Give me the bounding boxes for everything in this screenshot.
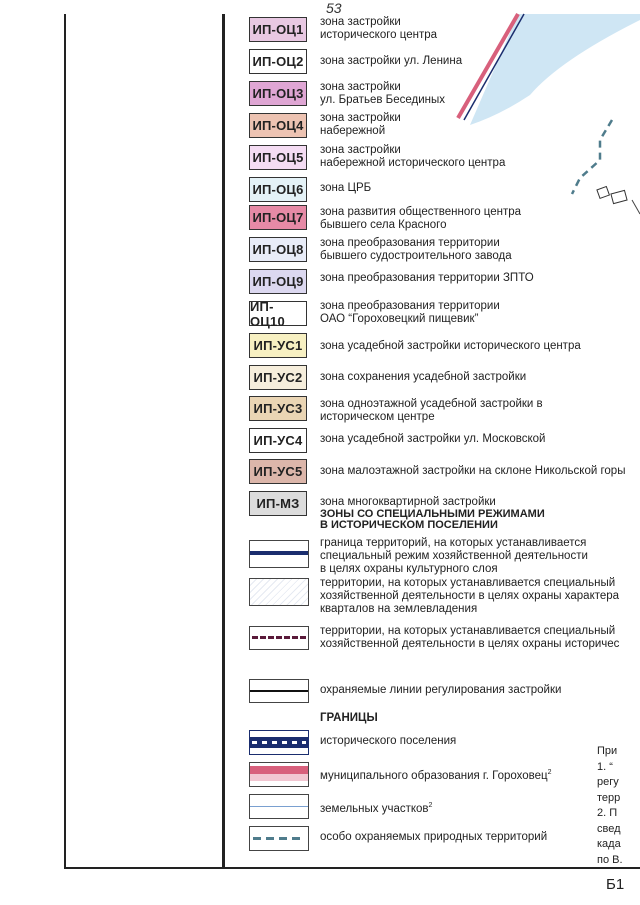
zone-description: зона застройки набережной bbox=[320, 112, 401, 137]
zone-description: зона сохранения усадебной застройки bbox=[320, 371, 527, 383]
zone-description: зона застройки ул. Братьев Бесединых bbox=[320, 81, 445, 106]
boundary-description: исторического поселения bbox=[320, 735, 457, 747]
zone-code-box bbox=[249, 428, 307, 453]
map-line bbox=[632, 200, 640, 214]
boundary-description: особо охраняемых природных территорий bbox=[320, 831, 548, 843]
river-water bbox=[470, 14, 640, 125]
zone-code-box bbox=[249, 17, 307, 42]
cultural-layer-boundary-symbol bbox=[249, 540, 309, 568]
zone-description: зона многоквартирной застройки bbox=[320, 496, 496, 508]
zone-description: зона преобразования территории бывшего судостроительного завода bbox=[320, 237, 512, 262]
zone-code: ИП-ОЦ1 bbox=[252, 22, 304, 37]
handwritten-page-number: 53 bbox=[326, 0, 342, 16]
zone-code: ИП-УС5 bbox=[253, 464, 303, 479]
land-plots-boundary-symbol bbox=[249, 794, 309, 819]
zone-code-box bbox=[249, 205, 307, 230]
zone-code-box bbox=[249, 396, 307, 421]
zone-code-box bbox=[249, 145, 307, 170]
zone-code-box bbox=[249, 333, 307, 358]
zone-code: ИП-УС4 bbox=[253, 433, 303, 448]
notes-fragment: При 1. “ регу терр 2. П свед када по В. bbox=[597, 745, 623, 866]
zone-code: ИП-ОЦ10 bbox=[250, 298, 285, 329]
zone-code-box bbox=[249, 365, 307, 390]
protected-area-dash bbox=[572, 120, 612, 194]
zone-description: зона застройки исторического центра bbox=[320, 16, 438, 41]
regulation-lines-symbol bbox=[249, 679, 309, 703]
zone-code: ИП-ОЦ4 bbox=[252, 118, 304, 133]
zone-code-box bbox=[249, 491, 307, 516]
boundary-description: земельных участков$^2$ bbox=[320, 802, 433, 815]
special-zones-heading: ЗОНЫ СО СПЕЦИАЛЬНЫМИ РЕЖИМАМИ В ИСТОРИЧЕСКОМ ПОСЕЛЕНИИ bbox=[320, 508, 545, 531]
legend-column-border bbox=[222, 14, 225, 869]
special-zone-description: охраняемые линии регулирования застройки bbox=[320, 684, 562, 696]
zone-description: зона развития общественного центра бывшего села Красного bbox=[320, 206, 522, 231]
zone-description: зона ЦРБ bbox=[320, 182, 372, 194]
zone-code-box bbox=[249, 113, 307, 138]
zone-description: зона застройки набережной исторического центра bbox=[320, 144, 506, 169]
zone-code: ИП-ОЦ5 bbox=[252, 150, 304, 165]
zone-code: ИП-УС2 bbox=[253, 370, 303, 385]
zone-code-box bbox=[249, 49, 307, 74]
municipal-boundary-symbol bbox=[249, 762, 309, 787]
zone-code-box bbox=[249, 459, 307, 484]
map-fragment bbox=[440, 0, 640, 230]
zone-code: ИП-УС3 bbox=[253, 401, 303, 416]
character-protection-symbol bbox=[249, 578, 309, 606]
zone-code: ИП-ОЦ9 bbox=[252, 274, 304, 289]
zone-description: зона преобразования территории ОАО “Гороховецкий пищевик” bbox=[320, 300, 500, 325]
zone-code-box bbox=[249, 269, 307, 294]
zone-code-box bbox=[249, 81, 307, 106]
boundary-description: муниципального образования г. Гороховец$^2$ bbox=[320, 769, 552, 782]
zone-code: ИП-ОЦ7 bbox=[252, 210, 304, 225]
sheet-label: Б1 bbox=[606, 876, 625, 893]
boundaries-heading: ГРАНИЦЫ bbox=[320, 712, 378, 724]
zone-code: ИП-УС1 bbox=[253, 338, 303, 353]
zone-code: ИП-ОЦ6 bbox=[252, 182, 304, 197]
frame-left-border bbox=[64, 14, 66, 869]
zone-description: зона одноэтажной усадебной застройки в историческом центре bbox=[320, 398, 543, 423]
zone-description: зона усадебной застройки исторического центра bbox=[320, 340, 581, 352]
zone-code: ИП-ОЦ2 bbox=[252, 54, 304, 69]
special-zone-description: территории, на которых устанавливается специальный хозяйственной деятельности в целях охраны историчес bbox=[320, 625, 620, 650]
building-outline bbox=[597, 187, 609, 199]
zone-description: зона усадебной застройки ул. Московской bbox=[320, 433, 546, 445]
zone-description: зона преобразования территории ЗПТО bbox=[320, 272, 534, 284]
special-zone-description: территории, на которых устанавливается специальный хозяйственной деятельности в целях охраны характера кварталов на землевладения bbox=[320, 577, 620, 615]
historic-protection-symbol bbox=[249, 626, 309, 650]
zone-code: ИП-ОЦ8 bbox=[252, 242, 304, 257]
zone-code: ИП-МЗ bbox=[256, 496, 300, 511]
zone-code-box bbox=[249, 237, 307, 262]
frame-bottom-border bbox=[64, 867, 640, 869]
historic-settlement-boundary-symbol bbox=[249, 730, 309, 755]
zone-description: зона малоэтажной застройки на склоне Никольской горы bbox=[320, 465, 626, 477]
zone-code: ИП-ОЦ3 bbox=[252, 86, 304, 101]
building-outline bbox=[611, 190, 627, 203]
zone-description: зона застройки ул. Ленина bbox=[320, 55, 463, 67]
special-zone-description: граница территорий, на которых устанавливается специальный режим хозяйственной деятельности в целях охраны культурного слоя bbox=[320, 537, 588, 575]
zone-code-box bbox=[249, 298, 307, 329]
zone-code-box bbox=[249, 177, 307, 202]
protected-areas-boundary-symbol bbox=[249, 826, 309, 851]
